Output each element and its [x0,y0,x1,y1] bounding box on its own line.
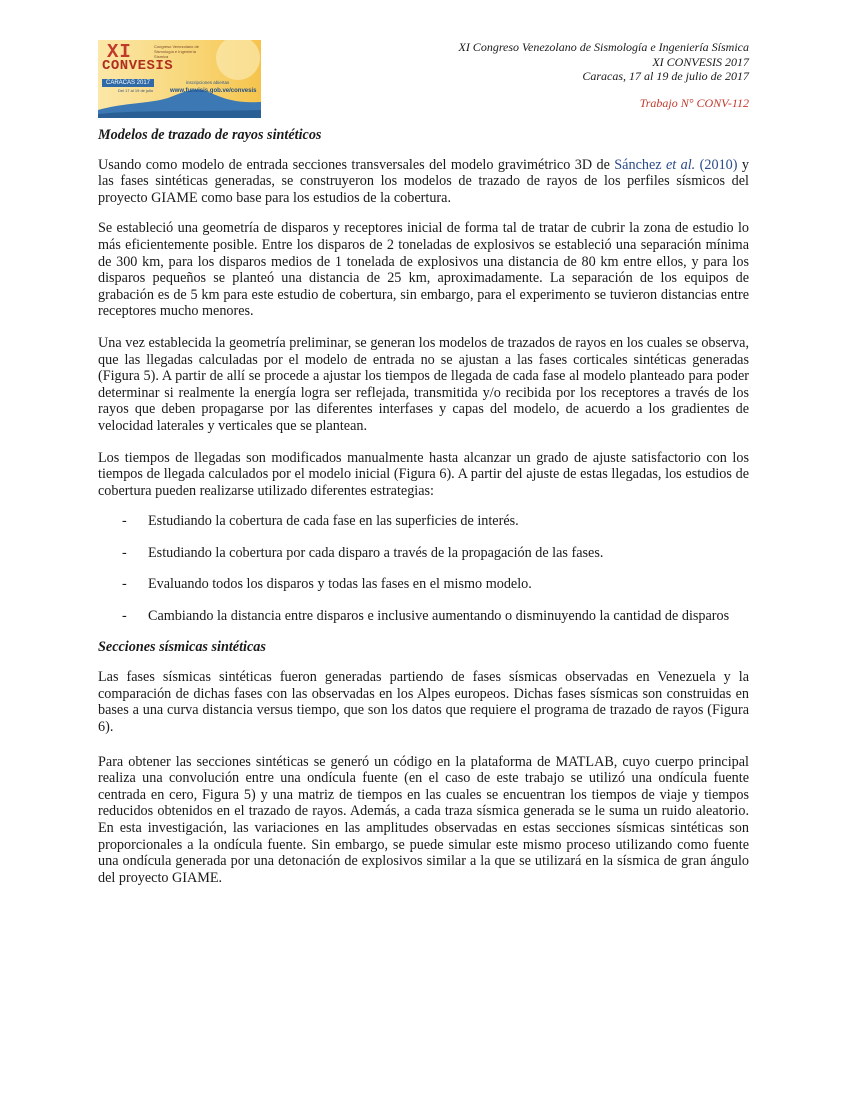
citation-link[interactable] [614,157,737,173]
list-item [98,576,749,593]
bullet-dash: - [122,544,127,561]
logo-url: www.funvisis.gob.ve/convesis [170,88,257,94]
header-dates: Caracas, 17 al 19 de julio de 2017 [582,69,749,83]
paragraph-text: y las fases sintéticas generadas, se construyeron los modelos de trazado de rayos de los perfiles sísmicos del proyecto GIAME como base para los estudios de la cobertura. [98,156,749,206]
paper-body [98,127,749,886]
bullet-dash: - [122,513,127,530]
bullet-dash: - [122,608,127,625]
paragraph: Las fases sísmicas sintéticas fueron generadas partiendo de fases sísmicas observadas en Venezuela y la comparación de dichas fases con las observadas en los Alpes europeos. Dichas fases sísmicas son construidas en bases a una curva distancia versus tiempo, que son los datos que requiere el programa de trazado de rayos (Figura 6). [98,669,749,736]
list-item-text: Evaluando todos los disparos y todas las fases en el mismo modelo. [148,576,532,593]
list-item-text: Estudiando la cobertura por cada disparo a través de la propagación de las fases. [148,544,604,561]
logo-inscriptions: inscripciones abiertas [186,80,230,85]
list-item [98,545,749,562]
paragraph: Se estableció una geometría de disparos y receptores inicial de forma tal de tratar de cubrir la zona de estudio lo más eficientemente posible. Entre los disparos de 2 toneladas de explosivos se estableció una separación mínima de 300 km, para los disparos medios de 1 tonelada de explosivos una distancia de 80 km entre ellos, y para los disparos pequeños se planteó una distancia de 25 km, aproximadamente. La separación de los equipos de grabación es de 5 km para este estudio de cobertura, sin embargo, para el experimento se tuvieron distancias entre receptores mucho menores. [98,220,749,320]
list-item [98,513,749,530]
list-item [98,608,749,625]
list-item-text: Estudiando la cobertura de cada fase en las superficies de interés. [148,513,519,530]
logo-dates: Del 17 al 19 de julio [118,88,154,93]
header-congress: XI Congreso Venezolano de Sismología e Ingeniería Sísmica [458,40,749,54]
strategy-list [98,513,749,624]
list-item-text: Cambiando la distancia entre disparos e inclusive aumentando o disminuyendo la cantidad de disparos [148,608,730,625]
logo-city: CARACAS 2017 [102,79,154,87]
paragraph: Para obtener las secciones sintéticas se generó un código en la plataforma de MATLAB, cuyo cuerpo principal realiza una convolución entre una ondícula fuente (en el caso de este trabajo se utilizó una ondícula fuente centrada en cero, Figura 5) y una matriz de tiempos en las cuales se encuentran los tiempos de viaje y tiempos reducidos obtenidos en el trazado de rayos. Además, a cada traza sísmica generada se le suma un ruido aleatorio. En esta investigación, las variaciones en las amplitudes observadas en estas secciones sísmicas sintéticas son proporcionales a la ondícula fuente. Sin embargo, se puede simular este mismo proceso utilizando como fuente una ondícula generada por una detonación de explosivos similar a la que se utilizará en la sísmica de gran ángulo del proyecto GIAME. [98,753,749,886]
convesis-logo [98,40,261,118]
paragraph-text: Usando como modelo de entrada secciones transversales del modelo gravimétrico 3D de [98,156,615,173]
citation-year: (2010) [699,156,738,173]
paragraph: Los tiempos de llegadas son modificados manualmente hasta alcanzar un grado de ajuste satisfactorio con los tiempos de llegada calculados por el modelo inicial (Figura 6). A partir del ajuste de estas llegadas, los estudios de cobertura pueden realizarse utilizado diferentes estrategias: [98,449,749,499]
section-title-ray-tracing: Modelos de trazado de rayos sintéticos [98,127,322,143]
logo-subtitle: Congreso Venezolano de Sismología e Ingeniería Sísmica [154,44,199,59]
paragraph [98,157,749,207]
paragraph: Una vez establecida la geometría preliminar, se generan los modelos de trazados de rayos en los cuales se observa, que las llegadas calculadas por el modelo de entrada no se ajustan a las fases corticales sintéticas generadas (Figura 5). A partir de allí se procede a ajustar los tiempos de llegada de cada fase al modelo planteado para poder determinar si realmente la energía logra ser reflejada, transmitida y/o recibida por los receptores a través de los rayos que deben propagarse por las diferentes interfases y capas del modelo, de acuerdo a los gradientes de velocidad laterales y verticales que se plantean. [98,334,749,434]
paper-number: Trabajo N° CONV-112 [639,96,749,110]
citation-name: Sánchez [614,156,666,173]
header-edition: XI CONVESIS 2017 [652,54,749,69]
citation-etal: et al. [665,156,696,173]
section-title-synthetic-sections: Secciones sísmicas sintéticas [98,638,266,655]
logo-convesis: CONVESIS [102,58,174,74]
page-header [458,40,749,84]
logo-xi: XI [107,41,132,63]
bullet-dash: - [122,576,127,593]
